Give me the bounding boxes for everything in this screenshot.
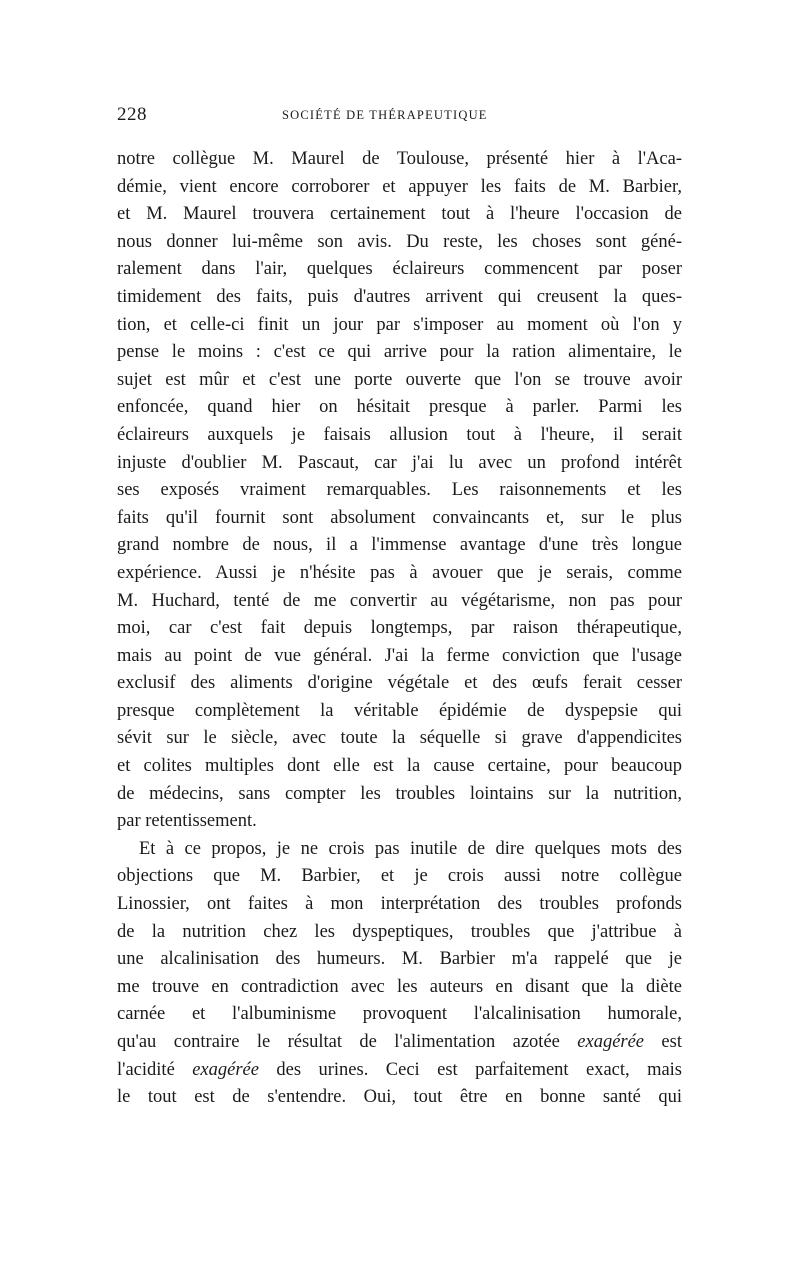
text-line: carnée et l'albuminisme provoquent l'alcalinisation humorale, xyxy=(117,1004,682,1025)
line-segment: l'acidité xyxy=(117,1059,193,1080)
text-line: grand nombre de nous, il a l'immense avantage d'une très longue xyxy=(117,535,682,556)
text-line: ralement dans l'air, quelques éclaireurs commencent par poser xyxy=(117,259,682,280)
text-line: exclusif des aliments d'origine végétale et des œufs ferait cesser xyxy=(117,673,682,694)
text-line: timidement des faits, puis d'autres arrivent qui creusent la ques- xyxy=(117,286,682,307)
text-line: pense le moins : c'est ce qui arrive pour la ration alimentaire, le xyxy=(117,342,682,363)
line-segment: des urines. Ceci est parfaitement exact, mais xyxy=(258,1059,683,1080)
text-line: enfoncée, quand hier on hésitait presque à parler. Parmi les xyxy=(117,397,682,418)
text-line: une alcalinisation des humeurs. M. Barbier m'a rappelé que je xyxy=(117,949,682,970)
text-line: sujet est mûr et c'est une porte ouverte que l'on se trouve avoir xyxy=(117,369,682,390)
text-line: M. Huchard, tenté de me convertir au végétarisme, non pas pour xyxy=(117,590,682,611)
text-line: expérience. Aussi je n'hésite pas à avouer que je serais, comme xyxy=(117,562,682,583)
text-line: sévit sur le siècle, avec toute la séquelle si grave d'appendicites xyxy=(117,728,682,749)
text-line: démie, vient encore corroborer et appuyer les faits de M. Barbier, xyxy=(117,176,682,197)
text-line: éclaireurs auxquels je faisais allusion tout à l'heure, il serait xyxy=(117,424,682,445)
text-line: notre collègue M. Maurel de Toulouse, présenté hier à l'Aca- xyxy=(117,149,682,169)
paragraph-start-line: Et à ce propos, je ne crois pas inutile de dire quelques mots des xyxy=(139,838,682,859)
text-line: me trouve en contradiction avec les auteurs en disant que la diète xyxy=(117,976,682,997)
text-line: de la nutrition chez les dyspeptiques, troubles que j'attribue à xyxy=(117,921,682,942)
text-line-with-italic xyxy=(117,1029,682,1057)
book-page xyxy=(117,100,682,1112)
italic-word: exagérée xyxy=(192,1059,259,1080)
text-line: de médecins, sans compter les troubles lointains sur la nutrition, xyxy=(117,783,682,804)
text-line-with-italic xyxy=(117,1057,682,1085)
text-line: injuste d'oublier M. Pascaut, car j'ai lu avec un profond intérêt xyxy=(117,452,682,473)
text-line: le tout est de s'entendre. Oui, tout être en bonne santé qui xyxy=(117,1087,682,1108)
running-head xyxy=(117,100,682,130)
paragraph-end-line: par retentissement. xyxy=(117,811,257,832)
text-line: presque complètement la véritable épidémie de dyspepsie qui xyxy=(117,700,682,721)
text-line: Linossier, ont faites à mon interprétation des troubles profonds xyxy=(117,894,682,915)
body-text xyxy=(117,146,682,1112)
text-line: moi, car c'est fait depuis longtemps, par raison thérapeutique, xyxy=(117,618,682,639)
text-line: et M. Maurel trouvera certainement tout à l'heure l'occasion de xyxy=(117,204,682,225)
text-line: ses exposés vraiment remarquables. Les raisonnements et les xyxy=(117,480,682,501)
italic-word: exagérée xyxy=(577,1032,645,1052)
text-line: tion, et celle-ci finit un jour par s'imposer au moment où l'on y xyxy=(117,314,682,335)
line-segment: qu'au contraire le résultat de l'alimentation azotée xyxy=(117,1032,578,1052)
page-number: 228 xyxy=(117,104,147,125)
text-line: faits qu'il fournit sont absolument convaincants et, sur le plus xyxy=(117,507,682,528)
text-line: objections que M. Barbier, et je crois aussi notre collègue xyxy=(117,866,682,887)
text-line: nous donner lui-même son avis. Du reste, les choses sont géné- xyxy=(117,231,682,252)
text-line: mais au point de vue général. J'ai la ferme conviction que l'usage xyxy=(117,645,682,666)
text-line: et colites multiples dont elle est la cause certaine, pour beaucoup xyxy=(117,756,682,777)
line-segment: est xyxy=(644,1032,682,1052)
running-title: SOCIÉTÉ DE THÉRAPEUTIQUE xyxy=(282,108,488,122)
